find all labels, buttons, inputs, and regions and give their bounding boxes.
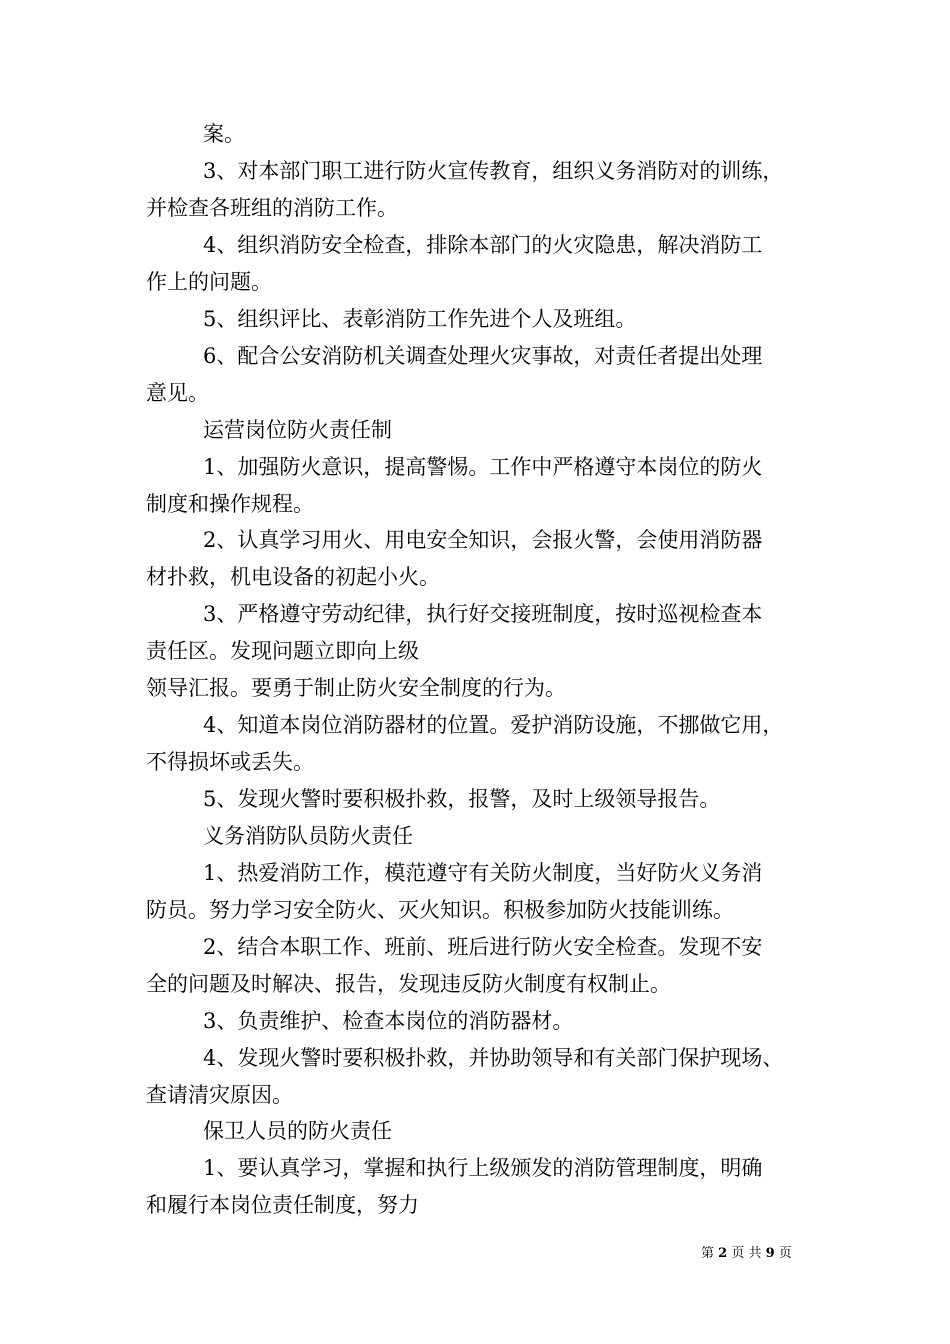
total-page-number: 9 [765, 1246, 775, 1261]
text-line: 6、配合公安消防机关调查处理火灾事故，对责任者提出处理 [203, 344, 763, 368]
text-line: 查请清灾原因。 [146, 1083, 293, 1107]
footer-prefix: 第 [701, 1246, 715, 1261]
text-line: 防员。努力学习安全防火、灭火知识。积极参加防火技能训练。 [146, 898, 734, 922]
text-line: 作上的问题。 [146, 270, 272, 294]
text-line: 3、对本部门职工进行防火宣传教育，组织义务消防对的训练， [203, 159, 784, 183]
footer-suffix: 页 [778, 1246, 792, 1261]
text-line: 并检查各班组的消防工作。 [146, 196, 398, 220]
text-line: 2、认真学习用火、用电安全知识，会报火警，会使用消防器 [203, 528, 763, 552]
text-line: 案。 [203, 122, 245, 146]
section-heading: 运营岗位防火责任制 [203, 418, 392, 442]
text-line: 和履行本岗位责任制度，努力 [146, 1193, 419, 1217]
text-line: 制度和操作规程。 [146, 492, 314, 516]
text-line: 2、结合本职工作、班前、班后进行防火安全检查。发现不安 [203, 935, 763, 959]
text-line: 3、严格遵守劳动纪律，执行好交接班制度，按时巡视检查本 [203, 602, 763, 626]
text-line: 3、负责维护、检查本岗位的消防器材。 [203, 1009, 574, 1033]
text-line: 4、知道本岗位消防器材的位置。爱护消防设施，不挪做它用， [203, 713, 784, 737]
text-line: 材扑救，机电设备的初起小火。 [146, 565, 440, 589]
text-line: 1、要认真学习，掌握和执行上级颁发的消防管理制度，明确 [203, 1156, 763, 1180]
text-line: 意见。 [146, 381, 209, 405]
page-footer [701, 1246, 792, 1262]
footer-middle: 页 共 [731, 1246, 762, 1261]
text-line: 不得损坏或丢失。 [146, 750, 314, 774]
text-line: 领导汇报。要勇于制止防火安全制度的行为。 [146, 676, 566, 700]
text-line: 5、组织评比、表彰消防工作先进个人及班组。 [203, 307, 637, 331]
section-heading: 义务消防队员防火责任 [203, 824, 413, 848]
text-line: 责任区。发现问题立即向上级 [146, 639, 419, 663]
text-line: 全的问题及时解决、报告，发现违反防火制度有权制止。 [146, 972, 671, 996]
section-heading: 保卫人员的防火责任 [203, 1119, 392, 1143]
text-line: 1、加强防火意识，提高警惕。工作中严格遵守本岗位的防火 [203, 455, 763, 479]
text-line: 5、发现火警时要积极扑救，报警，及时上级领导报告。 [203, 787, 721, 811]
text-line: 4、发现火警时要积极扑救，并协助领导和有关部门保护现场、 [203, 1046, 784, 1070]
current-page-number: 2 [718, 1246, 728, 1261]
text-line: 4、组织消防安全检查，排除本部门的火灾隐患，解决消防工 [203, 233, 763, 257]
text-line: 1、热爱消防工作，模范遵守有关防火制度，当好防火义务消 [203, 861, 763, 885]
